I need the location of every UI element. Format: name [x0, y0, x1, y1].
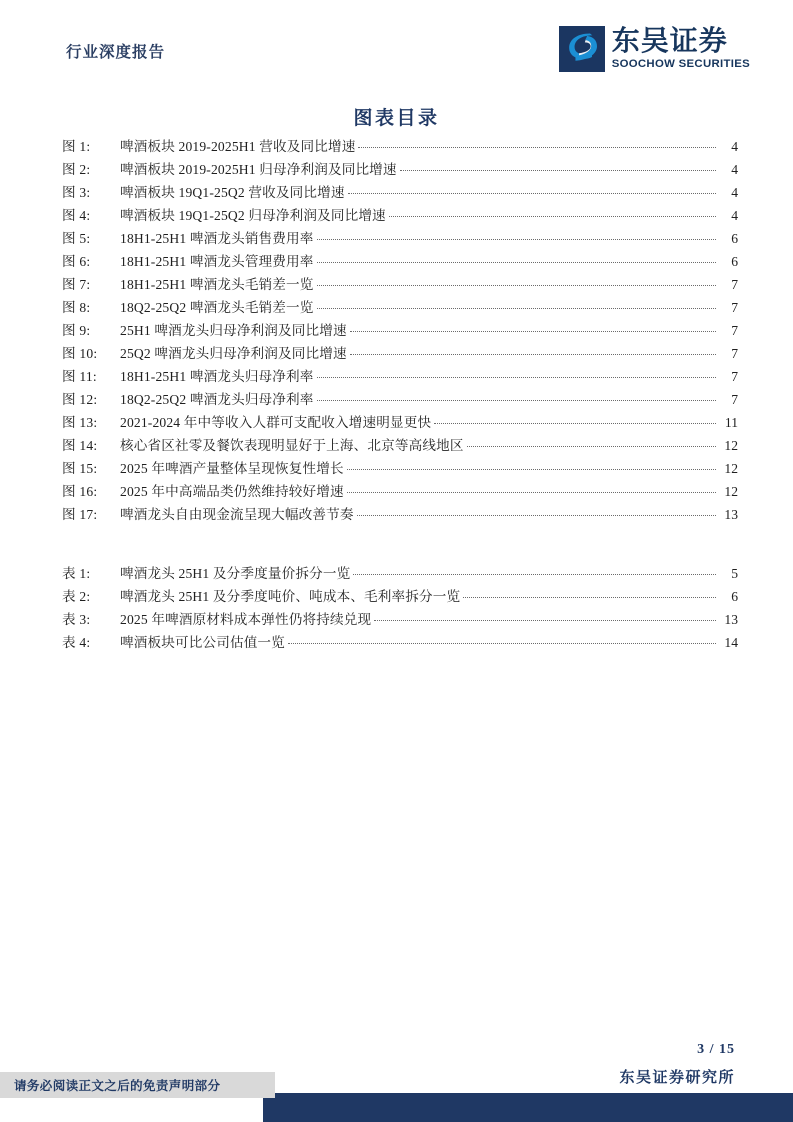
dot-leader [317, 275, 716, 289]
figure-entry[interactable] [62, 319, 738, 342]
figure-entry-page: 4 [731, 185, 738, 200]
figure-entry-label: 图 3: [62, 185, 91, 200]
table-entry-page: 5 [731, 566, 738, 581]
dot-leader [350, 321, 716, 335]
figure-entry[interactable] [62, 503, 738, 526]
table-entry-title: 啤酒龙头 25H1 及分季度量价拆分一览 [120, 566, 351, 581]
figure-entry[interactable] [62, 204, 738, 227]
dot-leader [374, 610, 716, 624]
figure-entry[interactable] [62, 365, 738, 388]
dot-leader [467, 436, 716, 450]
dot-leader [353, 564, 716, 578]
figure-entry-page: 7 [731, 277, 738, 292]
footer-bar [263, 1093, 793, 1122]
figure-entry-label: 图 12: [62, 392, 98, 407]
figure-entry-page: 7 [731, 369, 738, 384]
figure-entry-title: 18H1-25H1 啤酒龙头管理费用率 [120, 254, 314, 269]
figure-entry-title: 啤酒龙头自由现金流呈现大幅改善节奏 [120, 507, 354, 522]
figure-entry-page: 11 [724, 415, 738, 430]
figure-entry-title: 2021-2024 年中等收入人群可支配收入增速明显更快 [120, 415, 432, 430]
brand-name-en: SOOCHOW SECURITIES [611, 58, 750, 71]
figure-entry-page: 4 [731, 162, 738, 177]
table-entry-page: 13 [724, 612, 738, 627]
figure-entry-title: 2025 年中高端品类仍然维持较好增速 [120, 484, 344, 499]
disclaimer-box [0, 1072, 275, 1098]
dot-leader [288, 633, 716, 647]
figure-entry-title: 25H1 啤酒龙头归母净利润及同比增速 [120, 323, 347, 338]
table-entry[interactable] [62, 585, 738, 608]
figure-entry-page: 12 [724, 484, 738, 499]
figure-entry-title: 18Q2-25Q2 啤酒龙头归母净利率 [120, 392, 314, 407]
dot-leader [350, 344, 716, 358]
figure-entry-label: 图 10: [62, 346, 98, 361]
research-institute-label: 东吴证券研究所 [619, 1070, 735, 1086]
figure-entry-label: 图 8: [62, 300, 91, 315]
figure-entry-title: 啤酒板块 2019-2025H1 归母净利润及同比增速 [120, 162, 397, 177]
figure-entry-label: 图 11: [62, 369, 97, 384]
dot-leader [348, 183, 716, 197]
figure-entry-title: 核心省区社零及餐饮表现明显好于上海、北京等高线地区 [120, 438, 464, 453]
report-type-label: 行业深度报告 [66, 44, 166, 61]
figure-entry[interactable] [62, 457, 738, 480]
table-entry[interactable] [62, 562, 738, 585]
tables-list [62, 562, 738, 654]
figure-entry[interactable] [62, 273, 738, 296]
figure-entry-label: 图 5: [62, 231, 91, 246]
figure-entry-page: 7 [731, 300, 738, 315]
soochow-securities-logo-icon [559, 26, 605, 72]
figure-entry-label: 图 16: [62, 484, 98, 499]
figure-entry-label: 图 17: [62, 507, 98, 522]
figure-entry-title: 18H1-25H1 啤酒龙头毛销差一览 [120, 277, 314, 292]
figure-entry[interactable] [62, 158, 738, 181]
figure-entry-page: 12 [724, 461, 738, 476]
dot-leader [317, 298, 716, 312]
figure-entry[interactable] [62, 296, 738, 319]
figure-entry[interactable] [62, 227, 738, 250]
dot-leader [357, 505, 716, 519]
dot-leader [389, 206, 716, 220]
table-of-contents [62, 135, 738, 654]
figure-entry-page: 4 [731, 139, 738, 154]
dot-leader [463, 587, 716, 601]
table-entry-label: 表 1: [62, 566, 91, 581]
table-entry-title: 啤酒龙头 25H1 及分季度吨价、吨成本、毛利率拆分一览 [120, 589, 461, 604]
table-entry-title: 2025 年啤酒原材料成本弹性仍将持续兑现 [120, 612, 372, 627]
dot-leader [317, 252, 716, 266]
figure-entry-title: 18Q2-25Q2 啤酒龙头毛销差一览 [120, 300, 314, 315]
table-entry-label: 表 4: [62, 635, 91, 650]
table-entry-page: 6 [731, 589, 738, 604]
figure-entry-title: 啤酒板块 19Q1-25Q2 归母净利润及同比增速 [120, 208, 386, 223]
dot-leader [317, 367, 716, 381]
dot-leader [434, 413, 716, 427]
disclaimer-text: 请务必阅读正文之后的免责声明部分 [14, 1079, 221, 1093]
figure-entry[interactable] [62, 181, 738, 204]
figure-entry[interactable] [62, 342, 738, 365]
figure-entry-label: 图 13: [62, 415, 98, 430]
figure-entry-page: 6 [731, 254, 738, 269]
page-number: 3 / 15 [697, 1042, 735, 1057]
dot-leader [358, 137, 716, 151]
dot-leader [317, 229, 716, 243]
figure-entry[interactable] [62, 135, 738, 158]
figure-entry-page: 12 [724, 438, 738, 453]
figure-entry-label: 图 2: [62, 162, 91, 177]
table-entry-label: 表 2: [62, 589, 91, 604]
figure-entry-title: 啤酒板块 2019-2025H1 营收及同比增速 [120, 139, 356, 154]
dot-leader [347, 482, 716, 496]
figure-entry-page: 13 [724, 507, 738, 522]
figure-entry-label: 图 9: [62, 323, 91, 338]
table-entry-title: 啤酒板块可比公司估值一览 [120, 635, 285, 650]
dot-leader [317, 390, 716, 404]
figure-entry-title: 啤酒板块 19Q1-25Q2 营收及同比增速 [120, 185, 345, 200]
figure-entry-label: 图 14: [62, 438, 98, 453]
figure-entry-label: 图 7: [62, 277, 91, 292]
figure-entry-title: 18H1-25H1 啤酒龙头销售费用率 [120, 231, 314, 246]
figure-entry-label: 图 1: [62, 139, 91, 154]
table-entry[interactable] [62, 608, 738, 631]
figure-entry[interactable] [62, 411, 738, 434]
figure-entry-page: 6 [731, 231, 738, 246]
brand-logo [559, 26, 750, 72]
brand-logo-text [612, 27, 750, 71]
figure-entry[interactable] [62, 388, 738, 411]
figure-entry-label: 图 15: [62, 461, 98, 476]
figure-entry-title: 18H1-25H1 啤酒龙头归母净利率 [120, 369, 314, 384]
page-header [0, 0, 793, 92]
figure-entry-label: 图 6: [62, 254, 91, 269]
page-title: 图表目录 [353, 108, 440, 129]
figure-entry-page: 7 [731, 346, 738, 361]
figure-entry[interactable] [62, 480, 738, 503]
figure-entry-page: 7 [731, 392, 738, 407]
table-entry-label: 表 3: [62, 612, 91, 627]
figure-entry-label: 图 4: [62, 208, 91, 223]
figures-list [62, 135, 738, 526]
figure-entry-page: 7 [731, 323, 738, 338]
figure-entry-title: 2025 年啤酒产量整体呈现恢复性增长 [120, 461, 344, 476]
figure-entry[interactable] [62, 434, 738, 457]
figure-entry-title: 25Q2 啤酒龙头归母净利润及同比增速 [120, 346, 347, 361]
table-entry[interactable] [62, 631, 738, 654]
brand-name-cn: 东吴证券 [611, 26, 728, 58]
table-entry-page: 14 [724, 635, 738, 650]
figure-entry-page: 4 [731, 208, 738, 223]
figure-entry[interactable] [62, 250, 738, 273]
dot-leader [347, 459, 716, 473]
dot-leader [400, 160, 716, 174]
